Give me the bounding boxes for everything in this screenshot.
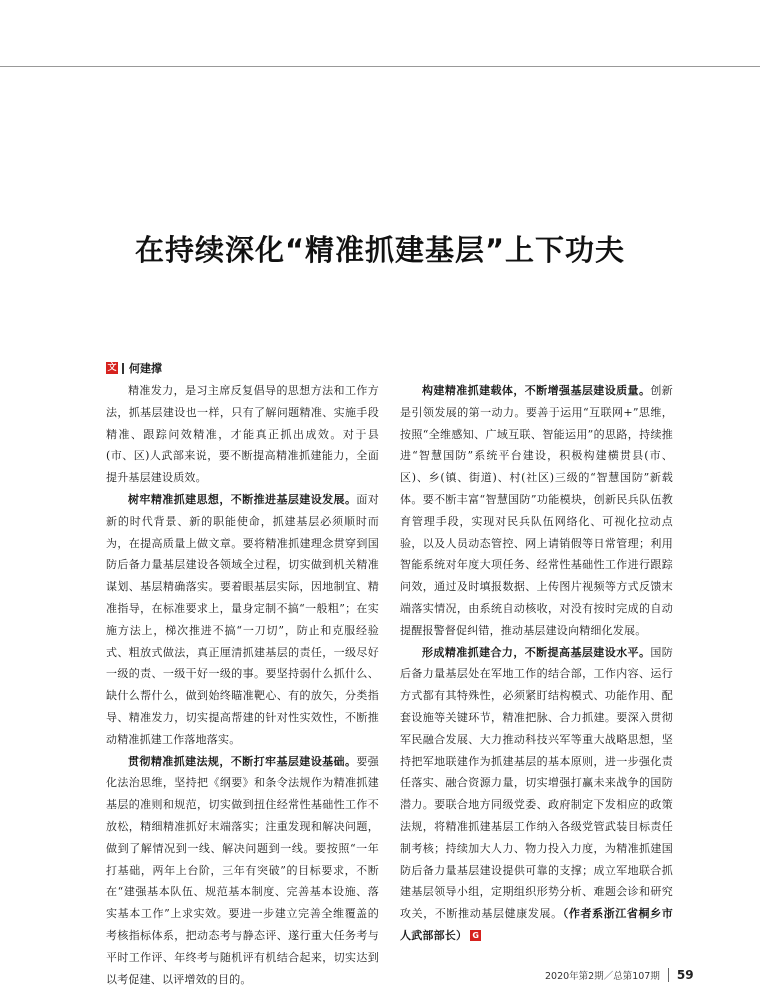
paragraph-lead: 树牢精准抓建思想，不断推进基层建设发展。 <box>128 492 357 506</box>
paragraph-text: 精准发力，是习主席反复倡导的思想方法和工作方法，抓基层建设也一样，只有了解问题精准、实施手段精准、跟踪问效精准，才能真正抓出成效。对于县(市、区)人武部来说，要不断提高精准抓建能力，全面提升基层建设质效。 <box>106 384 379 485</box>
paragraph-text: 面对新的时代背景、新的职能使命，抓建基层必须顺时而为，在提高质量上做文章。要将精准抓建理念贯穿到国防后备力量基层建设各领域全过程，切实做到机关精准谋划、基层精确落实。要着眼基层实际，因地制宜、精准指导，在标准要求上，量身定制不搞“一般粗”；在实施方法上，梯次推进不搞“一刀切”，防止和克服经验式、粗放式做法，真正厘清抓建基层的责任，一级尽好一级的责、一级干好一级的事。要坚持弱什么抓什么、缺什么帮什么，做到始终瞄准靶心、有的放矢，分类指导、精准发力，切实提高帮建的针对性实效性，不断推动精准抓建工作落地落实。 <box>106 492 379 746</box>
issue-info: 2020年第2期／总第107期 <box>545 971 660 982</box>
paragraph <box>400 642 673 947</box>
byline-divider <box>122 363 124 374</box>
paragraph-lead: 贯彻精准抓建法规，不断打牢基层建设基础。 <box>128 754 357 768</box>
paragraph-lead: 形成精准抓建合力，不断提高基层建设水平。 <box>422 645 651 659</box>
page-footer <box>545 968 694 982</box>
paragraph-text: 要强化法治思维，坚持把《纲要》和条令法规作为精准抓建基层的准则和规范，切实做到扭住经常性基础性工作不放松，精细精准抓好末端落实；注重发现和解决问题，做到了解情况到一线、解决问题到一线。要按照“一年打基础，两年上台阶，三年有突破”的目标要求，不断在“建强基本队伍、规范基本制度、完善基本设施、落实基本工作”上求实效。要进一步建立完善全维覆盖的考核指标体系，把动态考与静态评、遂行重大任务考与平时工作评、年终考与随机评有机结合起来，切实达到以考促建、以评增效的目的。 <box>106 754 379 986</box>
end-mark-icon: G <box>470 930 481 941</box>
byline <box>106 361 162 375</box>
paragraph <box>106 751 379 991</box>
author-badge: 文 <box>107 363 117 373</box>
header-rule <box>0 66 760 67</box>
right-column <box>400 380 673 947</box>
author-note: （作者系浙江省桐乡市人武部部长） <box>400 907 673 942</box>
author-name: 何建撑 <box>129 362 162 375</box>
paragraph-text: 创新是引领发展的第一动力。要善于运用“互联网+”思维，按照“全维感知、广域互联、智能运用”的思路，持续推进“智慧国防”系统平台建设，积极构建横贯县(市、区)、乡(镇、街道)、村(社区)三级的“智慧国防”新载体。要不断丰富“智慧国防”功能模块，创新民兵队伍教育管理手段，实现对民兵队伍网络化、可视化拉动点验，以及人员动态管控、网上请销假等日常管理；利用智能系统对年度大项任务、经常性基础性工作进行跟踪问效，通过及时填报数据、上传图片视频等方式反馈末端落实情况，由系统自动核收，对没有按时完成的自动提醒报警督促纠错，推动基层建设向精细化发展。 <box>400 384 673 637</box>
paragraph <box>400 380 673 642</box>
left-column <box>106 380 379 990</box>
paragraph-lead: 构建精准抓建载体，不断增强基层建设质量。 <box>422 384 651 397</box>
paragraph <box>106 380 379 489</box>
paragraph-text: 国防后备力量基层处在军地工作的结合部，工作内容、运行方式都有其特殊性，必须紧盯结构模式、功能作用、配套设施等关键环节，精准把脉、合力抓建。要深入贯彻军民融合发展、大力推动科技兴军等重大战略思想，坚持把军地联建作为抓建基层的基本原则，进一步强化责任落实、融合资源力量，切实增强打赢未来战争的国防潜力。要联合地方同级党委、政府制定下发相应的政策法规，将精准抓建基层工作纳入各级党管武装目标责任制考核；持续加大人力、物力投入力度，为精准抓建国防后备力量基层建设提供可靠的支撑；成立军地联合抓建基层领导小组，定期组织形势分析、难题会诊和研究攻关，不断推动基层健康发展。 <box>400 645 673 921</box>
footer-divider <box>668 968 669 982</box>
article-title: 在持续深化“精准抓建基层”上下功夫 <box>134 233 626 267</box>
page-number: 59 <box>676 968 694 982</box>
paragraph <box>106 489 379 751</box>
